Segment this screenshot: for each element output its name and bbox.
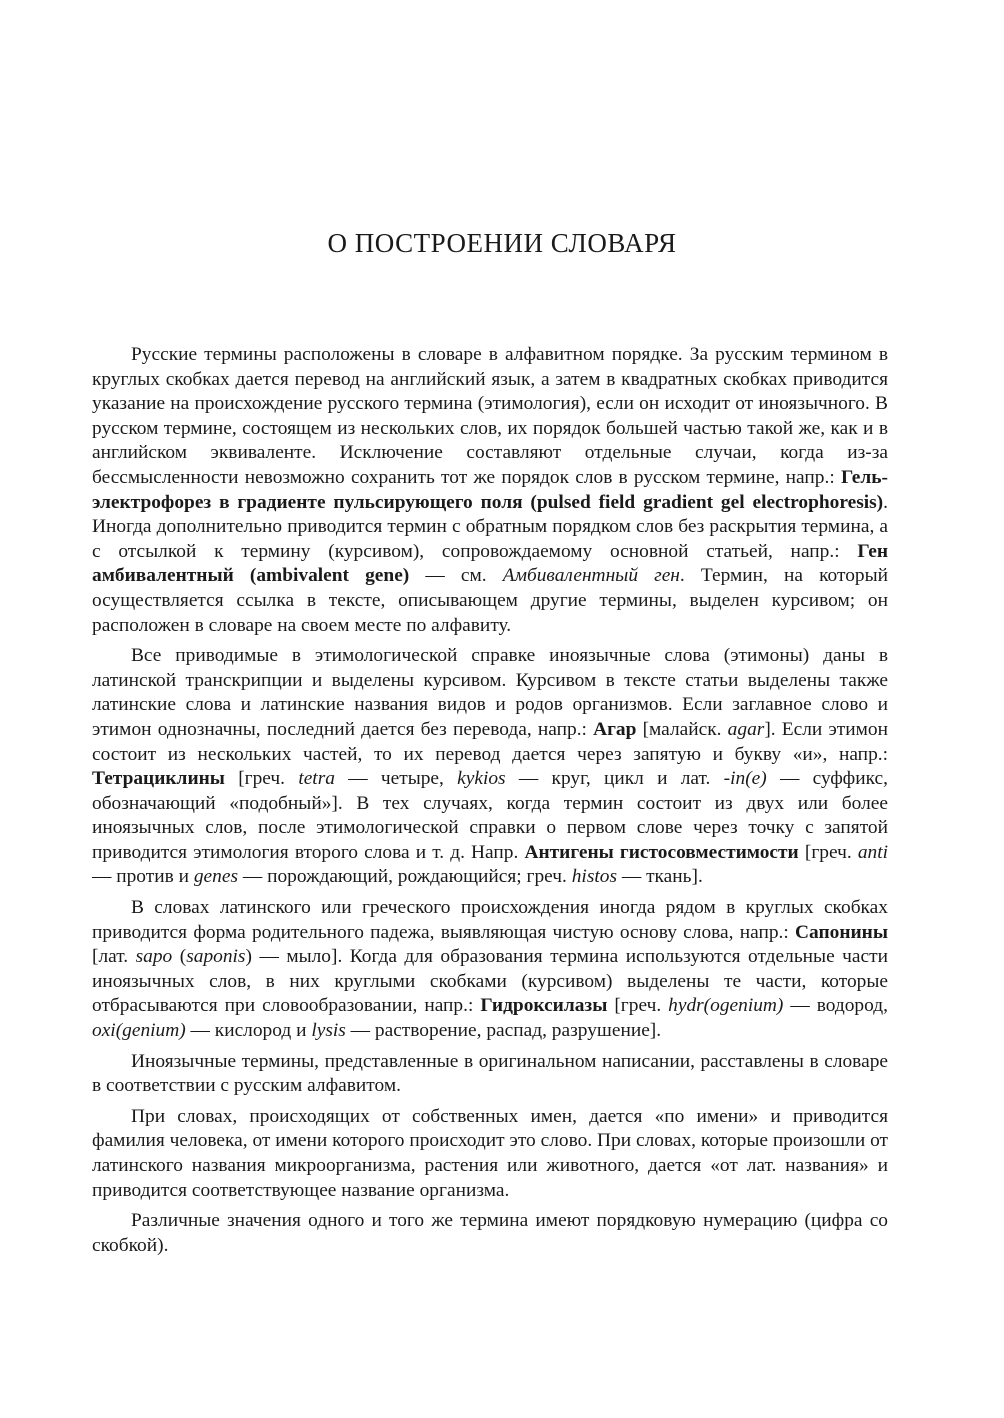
term-headword: Агар [593,718,637,740]
text-run: ) — мыло]. Когда для образования термина используются отдельные части иноязычных слов, в них круглыми скобками (курсивом) выделены те части, которые отбрасываются при словообразовании, напр.: [92,946,888,1017]
text-run: [греч. [607,995,669,1017]
italic-text: tetra [298,768,335,790]
text-run: — четыре, [334,768,458,790]
paragraph [92,896,888,1044]
italic-text: oxi(genium) [92,1020,186,1042]
italic-text: -in(e) [723,768,767,790]
italic-text: kykios [457,768,506,790]
term-headword: Гель-электрофорез в градиенте пульсирующего поля (pulsed field gradient gel electrophoresis) [92,466,888,513]
term-headword: Антигены гистосовместимости [524,841,799,863]
italic-text: saponis [186,946,246,968]
paragraph [92,644,888,890]
text-run: — см. [409,565,503,587]
paragraph [92,1209,888,1258]
paragraph [92,1105,888,1203]
italic-text: agar [727,718,765,740]
text-run: . Термин, на который осуществляется ссылка в тексте, описывающем другие термины, выделен курсивом; он расположен в словаре на своем месте по алфавиту. [92,565,888,636]
italic-text: anti [857,841,888,863]
text-run: — водород, [783,995,888,1017]
italic-text: lysis [311,1020,346,1042]
text-run: Иноязычные термины, представленные в оригинальном написании, расставлены в словаре в соответствии с русским алфавитом. [92,1050,888,1097]
text-run: — кислород и [185,1020,312,1042]
text-run: Все приводимые в этимологической справке иноязычные слова (этимоны) даны в латинской транскрипции и выделены курсивом. Курсивом в тексте статьи выделены также латинские слова и латинские названия видов и родов организмов. Если заглавное слово и этимон однозначны, последний дается без перевода, напр.: [92,645,888,740]
text-run: Различные значения одного и того же термина имеют порядковую нумерацию (цифра со скобкой). [92,1210,888,1256]
italic-text: Амбивалентный ген [502,565,680,587]
term-headword: Сапонины [795,921,888,943]
page-title: О ПОСТРОЕНИИ СЛОВАРЯ [327,228,677,258]
text-run: [греч. [798,841,858,863]
text-run: ( [172,946,187,968]
text-run: — ткань]. [617,866,703,888]
paragraph [92,1050,888,1099]
italic-text: hydr(ogenium) [668,995,784,1017]
text-run: — растворение, распад, разрушение]. [345,1020,662,1042]
italic-text: histos [571,866,617,888]
text-run: В словах латинского или греческого происхождения иногда рядом в круглых скобках приводится форма родительного падежа, выявляющая чистую основу слова, напр.: [92,897,888,943]
term-headword: Ген амбивалентный (ambivalent gene) [92,540,888,587]
text-run: . Иногда дополнительно приводится термин с обратным порядком слов без раскрытия термина, а с отсылкой к термину (курсивом), сопровождаемому основной статьей, напр.: [92,491,888,562]
text-run: [малайск. [636,718,728,740]
text-run: ]. Если этимон состоит из нескольких частей, то их перевод дается через запятую и букву «и», напр.: [92,718,888,765]
text-run: [лат. [92,946,136,968]
text-run: — суффикс, обозначающий «подобный»]. В тех случаях, когда термин состоит из двух или более иноязычных слов, после этимологической справки о первом слове через точку с запятой приводится этимология второго слова и т. д. Напр. [92,768,888,863]
paragraph [92,343,888,638]
text-run: — против и [92,866,194,888]
body-text [92,343,888,1264]
text-run: [греч. [224,768,299,790]
term-headword: Гидроксилазы [480,995,608,1017]
text-run: При словах, происходящих от собственных имен, дается «по имени» и приводится фамилия человека, от имени которого происходит это слово. При словах, которые произошли от латинского названия микроорганизма, растения или животного, дается «от лат. названия» и приводится соответствующее название организма. [92,1105,888,1201]
text-run: Русские термины расположены в словаре в алфавитном порядке. За русским термином в круглых скобках дается перевод на английский язык, а затем в квадратных скобках приводится указание на происхождение русского термина (этимология), если он исходит от иноязычного. В русском термине, состоящем из нескольких слов, их порядок большей частью такой же, как и в английском эквиваленте. Исключение составляют отдельные случаи, когда из-за бессмысленности невозможно сохранить тот же порядок слов в русском термине, напр.: [92,344,888,488]
text-run: — порождающий, рождающийся; греч. [238,866,572,888]
term-headword: Тетрациклины [92,768,225,790]
italic-text: genes [193,866,238,888]
text-run: — круг, цикл и лат. [505,768,724,790]
italic-text: sapo [135,946,173,968]
